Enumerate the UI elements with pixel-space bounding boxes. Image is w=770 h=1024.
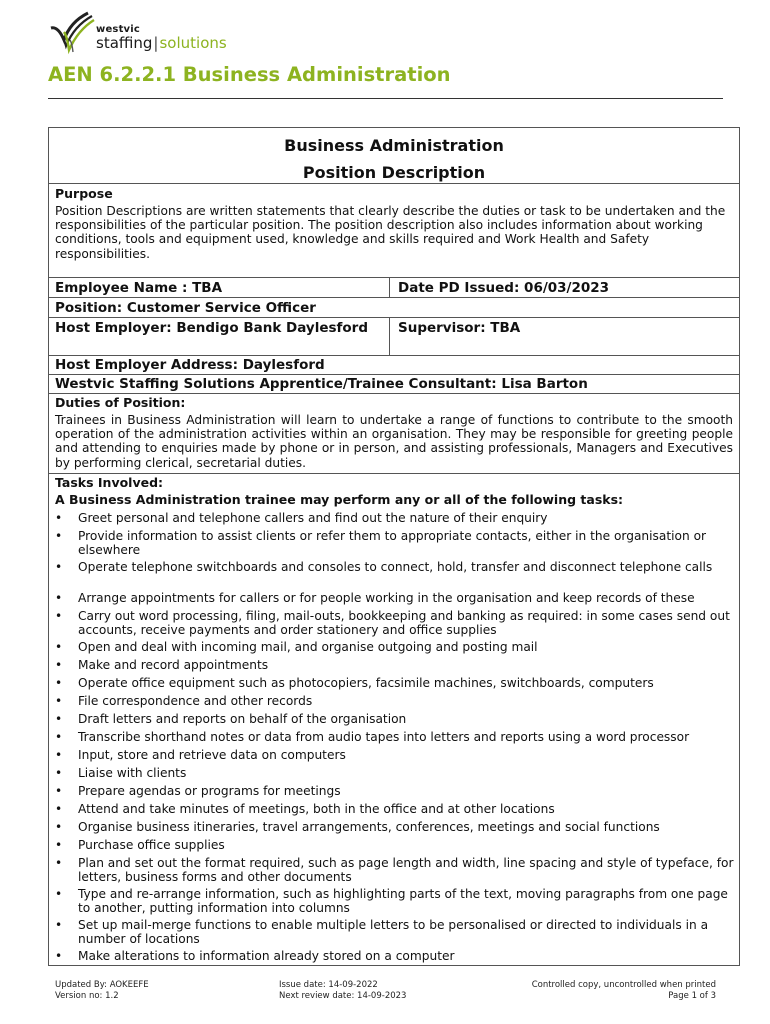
footer-issue-date: Issue date: 14-09-2022 [279,980,378,990]
bullet-icon: • [55,918,63,932]
logo-staffing-solutions [96,35,227,52]
task-text: Make and record appointments [78,658,269,672]
task-text: Draft letters and reports on behalf of the organisation [78,712,407,726]
purpose-row [49,184,739,278]
task-text: Organise business itineraries, travel arrangements, conferences, meetings and social functions [78,820,660,834]
task-text: Attend and take minutes of meetings, both in the office and at other locations [78,802,555,816]
position-row [49,298,739,318]
task-text: Open and deal with incoming mail, and organise outgoing and posting mail [78,640,538,654]
employee-name: Employee Name : TBA [55,280,223,296]
task-text: Greet personal and telephone callers and find out the nature of their enquiry [78,511,548,525]
supervisor: Supervisor: TBA [398,320,521,336]
date-issued: Date PD Issued: 06/03/2023 [398,280,610,296]
task-text: Transcribe shorthand notes or data from audio tapes into letters and reports using a word processor [78,730,690,744]
duties-text: Trainees in Business Administration will learn to undertake a range of functions to contribute to the smooth operation of the administration activities within an organisation. They may be responsible for greeting people and attending to enquiries made by phone or in person, and assisting professionals, Managers and Executives by performing clerical, secretarial duties. [55,413,733,470]
employee-name-cell [49,278,389,297]
bullet-icon: • [55,676,63,690]
logo-wordmark [96,24,227,52]
duties-label: Duties of Position: [55,395,186,410]
bullet-icon: • [55,712,63,726]
task-text: Operate telephone switchboards and consoles to connect, hold, transfer and disconnect telephone calls [78,560,713,574]
position-title: Position: Customer Service Officer [55,300,316,316]
host-employer-row [49,318,739,356]
footer-right [532,980,716,1001]
bullet-icon: • [55,511,63,525]
task-text: Make alterations to information already stored on a computer [78,949,455,963]
footer-left [55,980,149,1001]
task-text: Carry out word processing, filing, mail-outs, bookkeeping and banking as required: in some cases send out accounts, receive payments and order stationery and office supplies [78,609,730,638]
task-text: Plan and set out the format required, such as page length and width, line spacing and style of typeface, for letters, business forms and other documents [78,856,734,885]
consultant-row [49,375,739,394]
logo-staffing: staffing [96,34,153,52]
host-address-row [49,356,739,375]
title-divider [48,98,723,99]
bullet-icon: • [55,529,63,543]
footer-updated-by: Updated By: AOKEEFE [55,980,149,990]
bullet-icon: • [55,802,63,816]
footer-version: Version no: 1.2 [55,990,119,1001]
task-text: File correspondence and other records [78,694,313,708]
position-description-form [48,127,740,966]
date-issued-cell [389,278,739,297]
tasks-label: Tasks Involved: [55,475,164,490]
task-text: Purchase office supplies [78,838,225,852]
footer-control: Controlled copy, uncontrolled when printed [531,980,716,990]
bullet-icon: • [55,609,63,623]
form-title-line1: Business Administration [284,136,504,155]
task-text: Arrange appointments for callers or for people working in the organisation and keep records of these [78,591,695,605]
purpose-label: Purpose [55,186,113,201]
task-text: Set up mail-merge functions to enable multiple letters to be personalised or directed to individuals in a number of locations [78,918,709,947]
footer-center [279,980,406,1001]
task-text: Input, store and retrieve data on computers [78,748,346,762]
footer-page-number: Page 1 of 3 [668,990,716,1001]
bullet-icon: • [55,838,63,852]
title-row [49,128,739,184]
host-employer-cell [49,318,389,355]
logo-westvic: westvic [96,24,141,35]
form-title-line2: Position Description [302,163,486,182]
employee-row [49,278,739,298]
bullet-icon: • [55,949,63,963]
document-title: AEN 6.2.2.1 Business Administration [48,63,451,86]
bullet-icon: • [55,694,63,708]
logo-divider: | [153,34,159,52]
bullet-icon: • [55,748,63,762]
tasks-intro: A Business Administration trainee may perform any or all of the following tasks: [55,492,624,507]
task-text: Prepare agendas or programs for meetings [78,784,341,798]
duties-row [49,394,739,474]
bullet-icon: • [55,658,63,672]
task-text: Type and re-arrange information, such as highlighting parts of the text, moving paragraphs from one page to another, putting information into columns [78,887,728,916]
host-employer: Host Employer: Bendigo Bank Daylesford [55,320,368,336]
consultant: Westvic Staffing Solutions Apprentice/Trainee Consultant: Lisa Barton [55,376,588,392]
host-address: Host Employer Address: Daylesford [55,357,325,373]
tasks-section [49,474,739,966]
bullet-icon: • [55,856,63,870]
bullet-icon: • [55,820,63,834]
bullet-icon: • [55,640,63,654]
purpose-text: Position Descriptions are written statements that clearly describe the duties or task to be undertaken and the responsibilities of the particular position. The position description also includes information about working conditions, tools and equipment used, knowledge and skills required and Work Health and Safety responsibilities. [55,204,726,261]
bullet-icon: • [55,730,63,744]
bullet-icon: • [55,591,63,605]
task-text: Operate office equipment such as photocopiers, facsimile machines, switchboards, computers [78,676,654,690]
supervisor-cell [389,318,739,355]
logo-solutions: solutions [159,34,227,52]
bullet-icon: • [55,887,63,901]
footer-review-date: Next review date: 14-09-2023 [279,990,407,1001]
bullet-icon: • [55,784,63,798]
bullet-icon: • [55,560,63,574]
bullet-icon: • [55,766,63,780]
task-text: Provide information to assist clients or refer them to appropriate contacts, either in the organisation or elsewhere [78,529,707,558]
task-text: Liaise with clients [78,766,187,780]
